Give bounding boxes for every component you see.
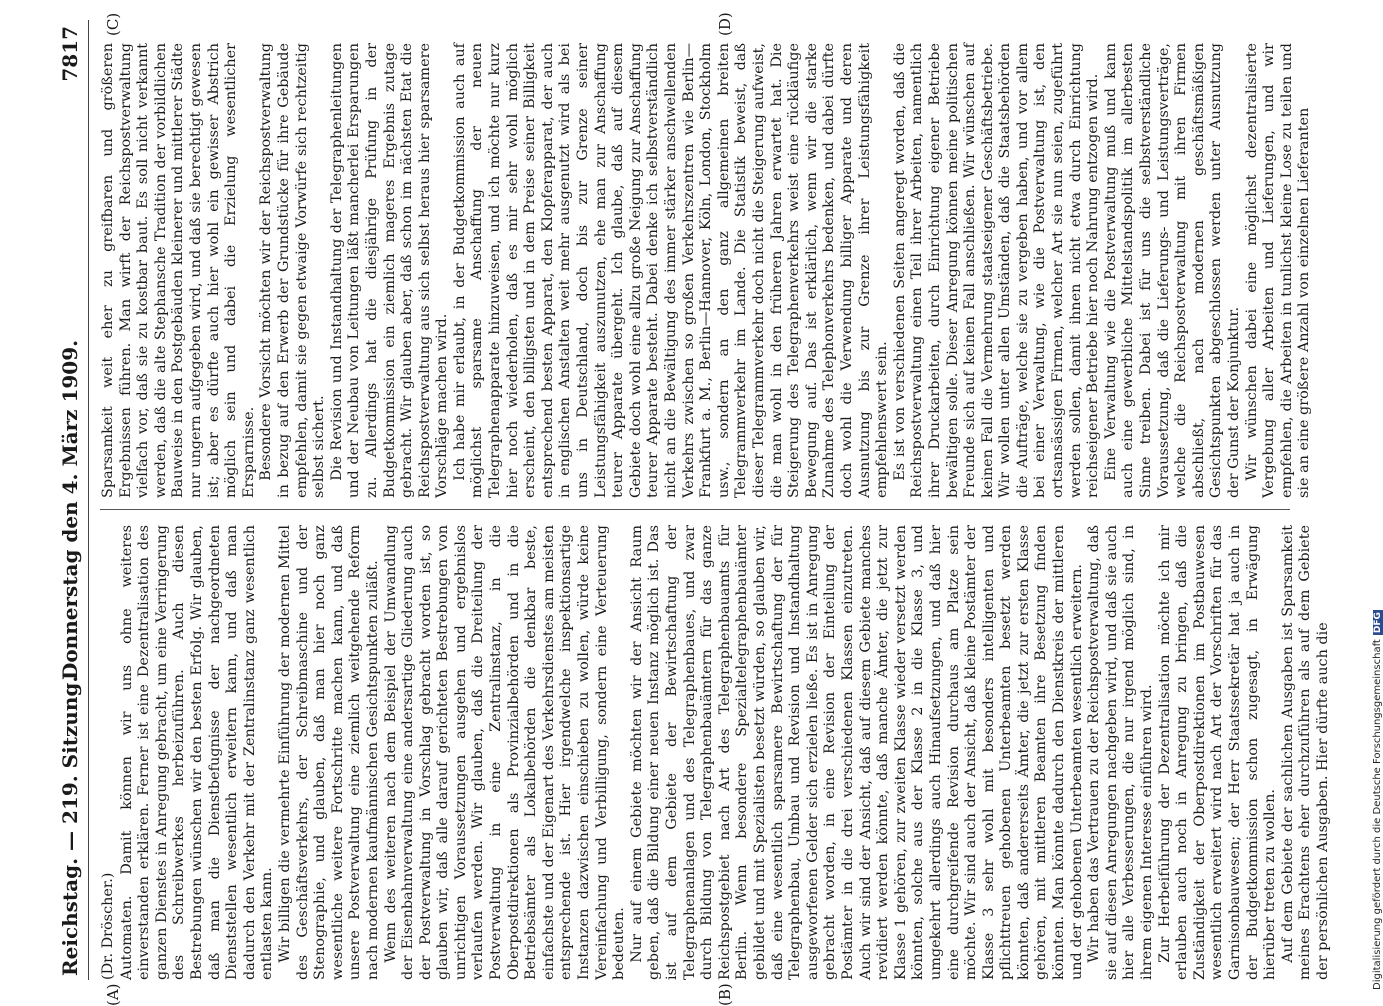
- paragraph: Wir haben das Vertrauen zu der Reichspostverwaltung, daß sie auf diesen Anregungen nachgeben wird, und daß sie auch hier alle Verbesserungen, die nur irgend möglich sind, in ihrem eigenen Interesse einführen wird.: [1086, 525, 1156, 980]
- paragraph: Eine Verwaltung wie die Postverwaltung muß und kann auch eine gewerbliche Mittelstandspolitik im allerbesten Sinne treiben. Dabei ist für uns die selbstverständliche Voraussetzung, daß die Lieferungs- und Leistungsverträge, welche die Reichspostverwaltung mit ihren Firmen abschließt, nach modernen geschäftsmäßigen Gesichtspunkten abgeschlossen werden unter Ausnutzung der Gunst der Konjunktur.: [1102, 43, 1242, 498]
- paragraph: Automaten. Damit können wir uns ohne weiteres einverstanden erklären. Ferner ist eine Dezentralisation des ganzen Dienstes in Anregung gebracht, um eine Verringerung des Schreibwerkes herbeizuführen. Auch diesen Bestrebungen wünschen wir den besten Erfolg. Wir glauben, daß man die Dienstbefugnisse der nachgeordneten Dienststellen wesentlich erweitern kann, und daß man dadurch den Verkehr mit der Zentralinstanz ganz wesentlich entlasten kann.: [118, 525, 276, 980]
- paragraph: Auf dem Gebiete der sachlichen Ausgaben ist Sparsamkeit meines Erachtens eher durchzuführen als auf dem Gebiete der persönlichen Ausgaben. Hier dürfte auch die: [1279, 525, 1331, 980]
- page-number: 7817: [58, 26, 82, 82]
- paragraph: Ich habe mir erlaubt, in der Budgetkommission auch auf möglichst sparsame Anschaffung der neuen Telegraphenapparate hinzuweisen, und ich möchte nur kurz hier noch wiederholen, daß es mir sehr wohl möglich erscheint, den billigsten und in dem Preise seiner Billigkeit entsprechend besten Apparat, den Klopferapparat, der auch in englischen Anstalten weit mehr ausgenutzt wird als bei uns in Deutschland, doch bis zur Grenze seiner Leistungsfähigkeit auszunutzen, ehe man zur Anschaffung teurer Apparate übergeht. Ich glaube, daß auf diesem Gebiete doch wohl eine allzu große Neigung zur Anschaffung teurer Apparate besteht. Dabei denke ich selbstverständlich nicht an die Bewältigung des immer stärker anschwellenden Verkehrs zwischen so großen Verkehrszentren wie Berlin—Frankfurt a. M., Berlin—Hannover, Köln, London, Stockholm usw., sondern an den ganz allgemeinen breiten Telegrammverkehr im Lande. Die Statistik beweist, daß dieser Telegrammverkehr doch nicht die Steigerung aufweist, die man wohl in den früheren Jahren erwartet hat. Die Steigerung des Telegraphenverkehrs weist eine rückläufige Bewegung auf. Das ist erklärlich, wenn wir die starke Zunahme des Telephonverkehrs bedenken, und dabei dürfte doch wohl die Verwendung billiger Apparate und deren Ausnutzung bis zur Grenze ihrer Leistungsfähigkeit empfehlenswert sein.: [451, 43, 891, 498]
- column-divider: [100, 509, 1290, 510]
- speaker-label: (Dr. Dröscher.): [100, 872, 116, 980]
- right-column: [100, 43, 1313, 498]
- header-rule: [88, 20, 89, 980]
- page-header: [56, 20, 86, 980]
- paragraph: Nur auf einem Gebiete möchten wir der Ansicht Raum geben, daß die Bildung einer neuen Instanz möglich ist. Das ist auf dem Gebiete der Bewirtschaftung der Telegraphenanlagen und des Telegraphenbaues, und zwar durch Bildung von Telegraphenbauämtern für das ganze Reichspostgebiet nach Art des Telegraphenbauamts für Berlin. Wenn besondere Spezialtelegraphenbauämter gebildet und mit Spezialisten besetzt würden, so glauben wir, daß eine wesentlich sparsamere Bewirtschaftung der für Telegraphenbau, Umbau und Revision und Instandhaltung ausgeworfenen Gelder sich erzielen ließe. Es ist in Anregung gebracht worden, in eine Revision der Einteilung der Postämter in die drei verschiedenen Klassen einzutreten. Auch wir sind der Ansicht, daß auf diesem Gebiete manches revidiert werden könnte, daß manche Ämter, die jetzt zur Klasse 1 gehören, zur zweiten Klasse wieder versetzt werden könnten, solche aus der Klasse 2 in die Klasse 3, und umgekehrt allerdings auch Hinaufsetzungen, und daß hier eine durchgreifende Revision durchaus am Platze sein möchte. Wir sind auch der Ansicht, daß kleine Postämter der Klasse 3 sehr wohl mit besonders intelligenten und pflichttreuen gehobenen Unterbeamten besetzt werden könnten, daß andererseits Ämter, die jetzt zur ersten Klasse gehören, mit mittleren Beamten ihre Besetzung finden könnten. Man könnte dadurch den Dienstkreis der mittleren und der gehobenen Unterbeamten wesentlich erweitern.: [628, 525, 1085, 980]
- paragraph: Die Revision und Instandhaltung der Telegraphenleitungen und der Neubau von Leitungen läßt mancherlei Ersparungen zu. Allerdings hat die diesjährige Prüfung in der Budgetkommission ein ziemlich mageres Ergebnis zutage gebracht. Wir glauben aber, daß schon im nächsten Etat die Reichspostverwaltung aus sich selbst heraus hier sparsamere Vorschläge machen wird.: [328, 43, 451, 498]
- dfg-logo: DFG: [1373, 612, 1383, 634]
- margin-marker-b: (B): [716, 983, 734, 1006]
- paragraph: Zur Herbeiführung der Dezentralisation möchte ich mir erlauben auch noch in Anregung zu bringen, daß die Zuständigkeit der Oberpostdirektionen im Postbauwesen wesentlich erweitert wird nach Art der Vorschriften für das Garnisonbauwesen; der Herr Staatssekretär hat ja auch in der Budgetkommission schon zugesagt, in Erwägung hierüber treten zu wollen.: [1156, 525, 1279, 980]
- margin-marker-d: (D): [716, 12, 734, 36]
- left-column: [100, 525, 1331, 980]
- paragraph: Wir billigen die vermehrte Einführung der modernen Mittel des Geschäftsverkehrs, der Schreibmaschine und der Stenographie, und glauben, daß man hier noch ganz wesentliche weitere Fortschritte machen kann, und daß unsere Postverwaltung eine ziemlich weitgehende Reform nach modernen kaufmännischen Gesichtspunkten zuläßt.: [276, 525, 381, 980]
- paragraph: Wenn des weiteren nach dem Beispiel der Umwandlung der Eisenbahnverwaltung eine andersartige Gliederung auch der Postverwaltung in Vorschlag gebracht worden ist, so glauben wir, daß alle darauf gerichteten Bestrebungen von unrichtigen Voraussetzungen ausgehen und ergebnislos verlaufen werden. Wir glauben, daß die Dreiteilung der Postverwaltung in eine Zentralinstanz, in die Oberpostdirektionen als Provinzialbehörden und in die Betriebsämter als Lokalbehörden die denkbar beste, einfachste und der Eigenart des Verkehrsdienstes am meisten entsprechende ist. Hier irgendwelche inspektionsartige Instanzen dazwischen einschieben zu wollen, würde keine Vereinfachung und Verbilligung, sondern eine Verteuerung bedeuten.: [382, 525, 628, 980]
- paragraph: Wir wünschen dabei eine möglichst dezentralisierte Vergebung aller Arbeiten und Lieferungen, und wir empfehlen, die Arbeiten in tunlichst kleine Lose zu teilen und sie an eine größere Anzahl von einzelnen Lieferanten: [1243, 43, 1313, 498]
- paragraph: Es ist von verschiedenen Seiten angeregt worden, daß die Reichspostverwaltung einen Teil ihrer Arbeiten, namentlich ihrer Druckarbeiten, durch Einrichtung eigener Betriebe bewältigen solle. Dieser Anregung können meine politischen Freunde sich auf keinen Fall anschließen. Wir wünschen auf keinen Fall die Vermehrung staatseigener Geschäftsbetriebe. Wir wollen unter allen Umständen, daß die Staatsbehörden die Aufträge, welche sie zu vergeben haben, und vor allem bei einer Verwaltung, wie die Postverwaltung ist, den ortsansässigen Firmen, welcher Art sie nun seien, zugeführt werden sollen, damit ihnen nicht etwa durch Einrichtung reichseigener Betriebe hier noch Nahrung entzogen wird.: [891, 43, 1102, 498]
- header-date: Donnerstag den 4. März 1909.: [58, 339, 82, 680]
- document-page: [56, 12, 1331, 1006]
- margin-marker-a: (A): [104, 983, 122, 1006]
- header-left: Reichstag. — 219. Sitzung.: [58, 675, 82, 976]
- credit-text: Digitalisierung gefördert durch die Deutsche Forschungsgemeinschaft: [1372, 639, 1383, 990]
- paragraph: Besondere Vorsicht möchten wir der Reichspostverwaltung in bezug auf den Erwerb der Grundstücke für ihre Gebäude empfehlen, damit sie gegen etwaige Vorwürfe sich rechtzeitig selbst sichert.: [258, 43, 328, 498]
- digitization-credit: [1372, 610, 1383, 990]
- paragraph: Sparsamkeit weit eher zu greifbaren und größeren Ergebnissen führen. Man wirft der Reichspostverwaltung vielfach vor, daß sie zu kostbar baut. Es soll nicht verkannt werden, daß die alte Stephansche Tradition der vorbildlichen Bauweise in den Postgebäuden kleinerer und mittlerer Städte nur ungern aufgegeben wird, und daß sie berechtigt gewesen ist; aber es dürfte auch hier wohl ein gewisser Abstrich möglich sein und dabei die Erzielung wesentlicher Ersparnisse.: [100, 43, 257, 498]
- margin-marker-c: (C): [104, 12, 122, 36]
